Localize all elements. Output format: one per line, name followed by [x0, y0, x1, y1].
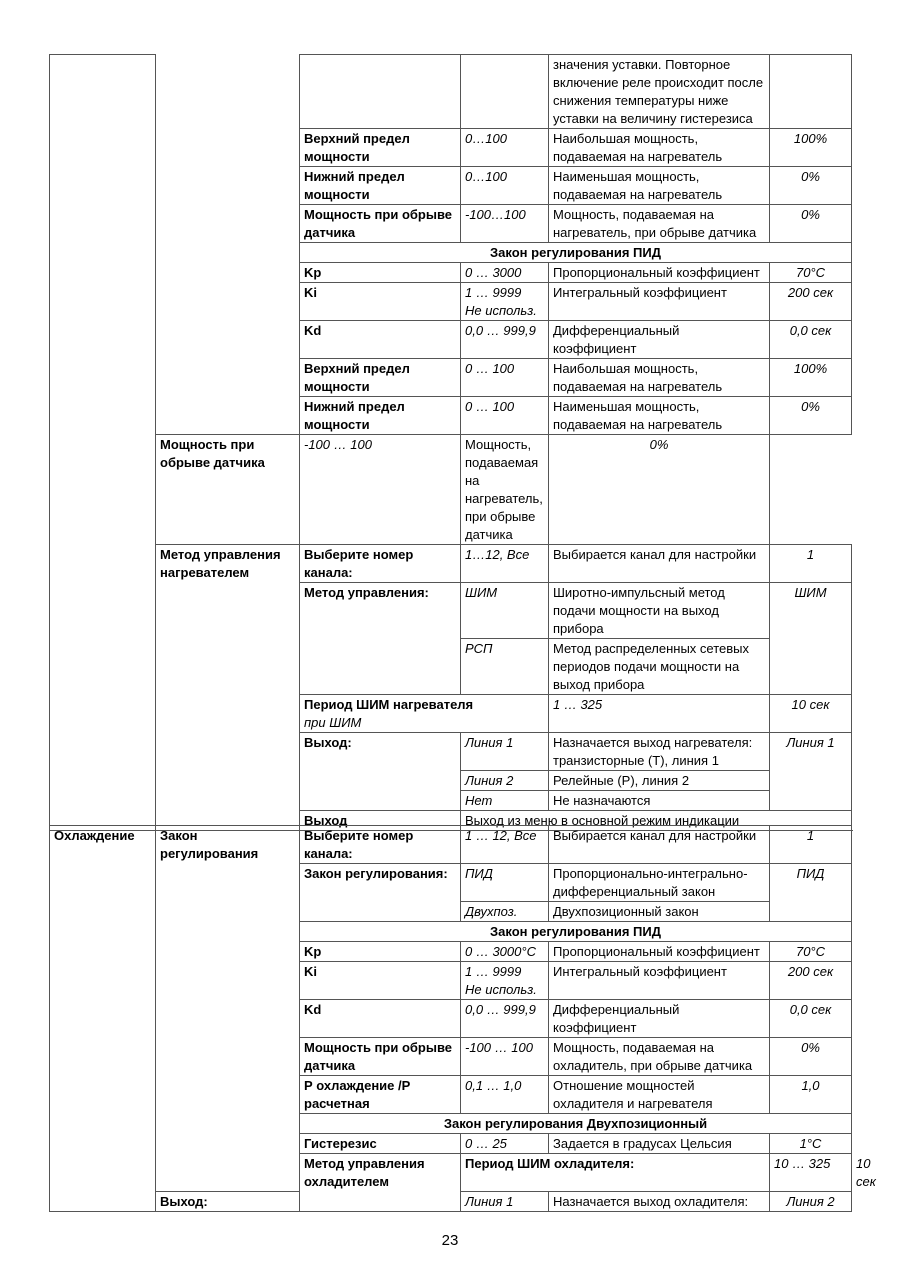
param-option: ПИД [461, 864, 549, 902]
subsection-header: Закон регулирования Двухпозиционный [300, 1114, 852, 1134]
param-default: 1 [770, 826, 852, 864]
param-range: 0,0 … 999,9 [461, 1000, 549, 1038]
param-name: Ki [300, 283, 461, 321]
param-desc: Дифференциальный коэффициент [549, 1000, 770, 1038]
param-desc: Выход из меню в основной режим индикации [461, 811, 852, 831]
param-desc: Мощность, подаваемая на нагреватель, при обрыве датчика [461, 435, 549, 545]
parameters-table-cooling [49, 825, 876, 1212]
param-desc: Дифференциальный коэффициент [549, 321, 770, 359]
param-default: Линия 1 [770, 733, 852, 811]
param-desc: Широтно-импульсный метод подачи мощности на выход прибора [549, 583, 770, 639]
param-name: Гистерезис [300, 1134, 461, 1154]
param-name: Нижний предел мощности [300, 397, 461, 435]
table-row [50, 545, 852, 583]
param-option: Линия 1 [461, 1192, 549, 1212]
page-number: 23 [441, 1232, 459, 1249]
param-range: 10 … 325 [770, 1154, 852, 1192]
param-option: Нет [461, 791, 549, 811]
param-desc: Метод распределенных сетевых периодов подачи мощности на выход прибора [549, 639, 770, 695]
param-name: Ki [300, 962, 461, 1000]
param-default: 0% [549, 435, 770, 545]
table-row [50, 55, 852, 129]
param-range: 0 … 3000 [461, 263, 549, 283]
param-desc: Выбирается канал для настройки [549, 826, 770, 864]
parameters-table [49, 54, 852, 831]
subsection-header: Закон регулирования ПИД [300, 243, 852, 263]
param-range: 1…12, Все [461, 545, 549, 583]
param-default: 200 сек [770, 283, 852, 321]
param-desc: Выбирается канал для настройки [549, 545, 770, 583]
param-name: Верхний предел мощности [300, 129, 461, 167]
group-name: Выход [300, 811, 461, 831]
param-desc: Двухпозиционный закон [549, 902, 770, 922]
param-range: 1 … 325 [549, 695, 770, 733]
param-default: 0% [770, 205, 852, 243]
param-default: 100% [770, 359, 852, 397]
param-desc: Пропорциональный коэффициент [549, 942, 770, 962]
param-range: -100…100 [461, 205, 549, 243]
param-range: 0 … 100 [461, 397, 549, 435]
param-name: Мощность при обрыве датчика [300, 1038, 461, 1076]
param-option: Линия 2 [461, 771, 549, 791]
param-range: 0…100 [461, 167, 549, 205]
param-name: Kp [300, 263, 461, 283]
table-row [50, 435, 852, 545]
param-default: 70°C [770, 942, 852, 962]
section-cell-heating [50, 55, 156, 831]
param-name: Kd [300, 321, 461, 359]
group-name: Метод управления охладителем [300, 1154, 461, 1212]
subsection-header: Закон регулирования ПИД [300, 922, 852, 942]
param-desc: Наименьшая мощность, подаваемая на нагреватель [549, 397, 770, 435]
param-range: 1 … 12, Все [461, 826, 549, 864]
param-default: 70°C [770, 263, 852, 283]
param-name: Закон регулирования: [300, 864, 461, 922]
param-range: 0…100 [461, 129, 549, 167]
param-default: 0% [770, 1038, 852, 1076]
param-range: 1 … 9999 Не использ. [461, 962, 549, 1000]
param-range: -100 … 100 [461, 1038, 549, 1076]
param-default: 10 сек [770, 695, 852, 733]
param-name: Мощность при обрыве датчика [300, 205, 461, 243]
param-desc: Пропорциональный коэффициент [549, 263, 770, 283]
param-desc: Не назначаются [549, 791, 770, 811]
param-range: 0 … 25 [461, 1134, 549, 1154]
param-range: 0,0 … 999,9 [461, 321, 549, 359]
param-desc: Интегральный коэффициент [549, 283, 770, 321]
param-name: Выберите номер канала: [300, 545, 461, 583]
param-range: 1 … 9999 Не использ. [461, 283, 549, 321]
param-default: 1,0 [770, 1076, 852, 1114]
param-default: Линия 2 [770, 1192, 852, 1212]
param-default: 0,0 сек [770, 1000, 852, 1038]
param-name: Верхний предел мощности [300, 359, 461, 397]
param-range: 0,1 … 1,0 [461, 1076, 549, 1114]
param-desc: Назначается выход нагревателя: транзисторные (Т), линия 1 [549, 733, 770, 771]
param-name: Мощность при обрыве датчика [156, 435, 300, 545]
param-default: 100% [770, 129, 852, 167]
param-default: 200 сек [770, 962, 852, 1000]
param-desc: Релейные (Р), линия 2 [549, 771, 770, 791]
table-row [50, 826, 852, 864]
param-desc: Наибольшая мощность, подаваемая на нагреватель [549, 129, 770, 167]
param-name: Период ШИМ охладителя: [461, 1154, 770, 1192]
param-name: Выход: [156, 1192, 300, 1212]
group-name: Метод управления нагревателем [156, 545, 300, 831]
param-name: Kd [300, 1000, 461, 1038]
param-range: 0 … 100 [461, 359, 549, 397]
param-desc: значения уставки. Повторное включение реле происходит после снижения температуры ниже уставки на величину гистерезиса [549, 55, 770, 129]
param-default: ШИМ [770, 583, 852, 695]
group-cell-heat-law [156, 55, 300, 435]
table-row: Метод управления охладителем Период ШИМ охладителя: 10 … 325 10 сек [50, 1154, 852, 1192]
param-desc: Пропорционально-интегрально-дифференциальный закон [549, 864, 770, 902]
param-default: 1°C [770, 1134, 852, 1154]
param-option: РСП [461, 639, 549, 695]
param-desc: Мощность, подаваемая на нагреватель, при обрыве датчика [549, 205, 770, 243]
param-range: 0 … 3000°C [461, 942, 549, 962]
param-desc: Наибольшая мощность, подаваемая на нагреватель [549, 359, 770, 397]
param-default: 0,0 сек [770, 321, 852, 359]
param-desc: Мощность, подаваемая на охладитель, при обрыве датчика [549, 1038, 770, 1076]
param-option: Линия 1 [461, 733, 549, 771]
param-name: Период ШИМ нагревателя при ШИМ [300, 695, 549, 733]
param-default: 0% [770, 167, 852, 205]
param-name: Нижний предел мощности [300, 167, 461, 205]
param-desc: Задается в градусах Цельсия [549, 1134, 770, 1154]
param-default: 1 [770, 545, 852, 583]
param-name: Выход: [300, 733, 461, 811]
param-desc: Наименьшая мощность, подаваемая на нагреватель [549, 167, 770, 205]
param-desc: Интегральный коэффициент [549, 962, 770, 1000]
param-option: Двухпоз. [461, 902, 549, 922]
param-default: ПИД [770, 864, 852, 922]
param-default: 0% [770, 397, 852, 435]
section-name: Охлаждение [50, 826, 156, 1212]
param-range: -100 … 100 [300, 435, 461, 545]
param-name: Kp [300, 942, 461, 962]
group-name: Закон регулирования [156, 826, 300, 1192]
param-desc: Отношение мощностей охладителя и нагревателя [549, 1076, 770, 1114]
param-name: Р охлаждение /Р расчетная [300, 1076, 461, 1114]
param-desc: Назначается выход охладителя: [549, 1192, 770, 1212]
param-name: Метод управления: [300, 583, 461, 695]
param-option: ШИМ [461, 583, 549, 639]
param-name: Выберите номер канала: [300, 826, 461, 864]
